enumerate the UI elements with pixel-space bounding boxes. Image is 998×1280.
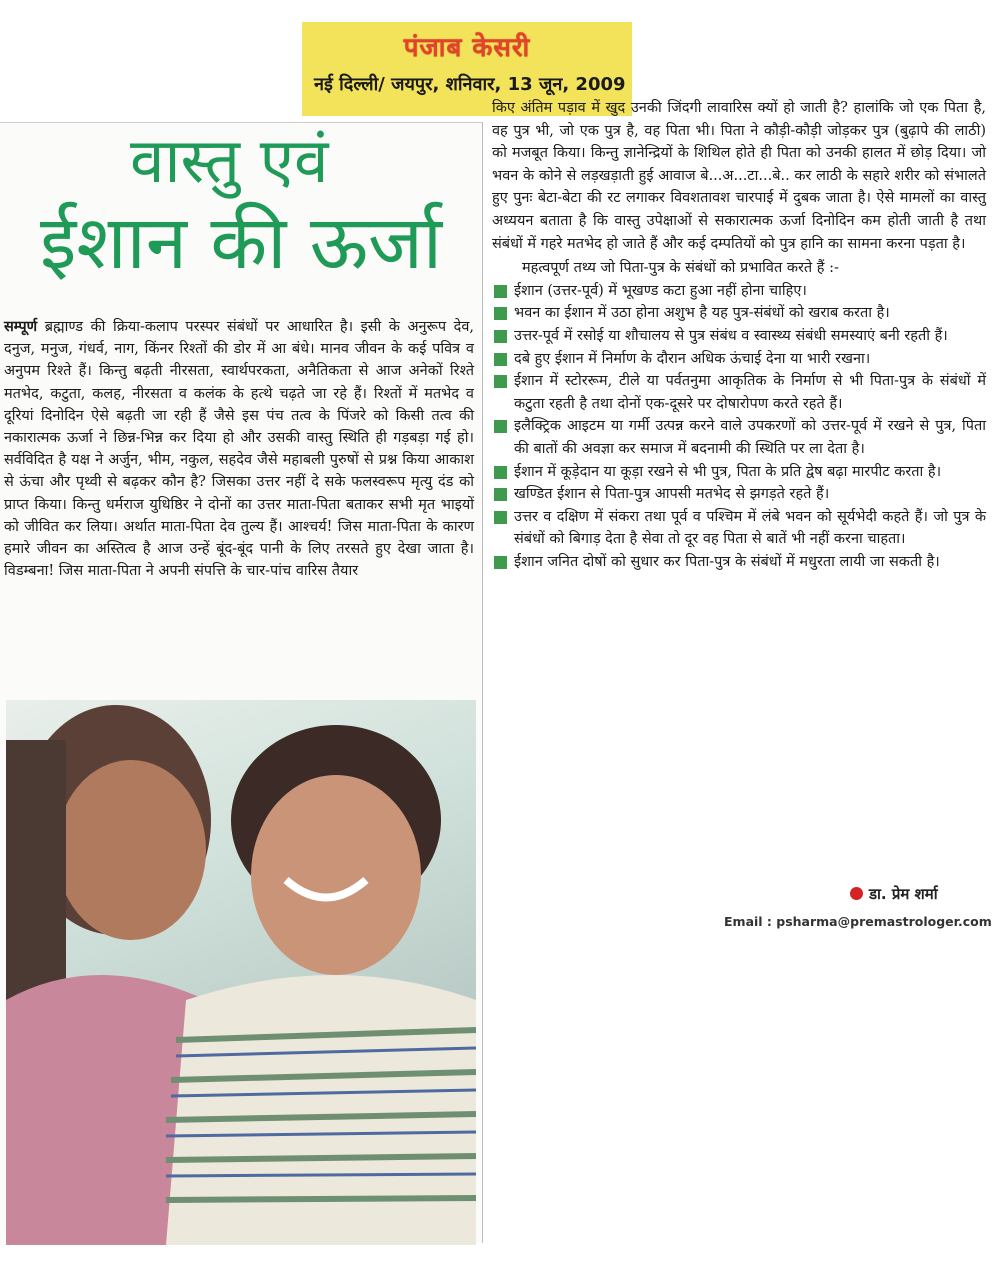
bullet-square-icon <box>494 488 507 501</box>
father-son-photo <box>6 700 476 1245</box>
list-item: ईशान में कूड़ेदान या कूड़ा रखने से भी पुत्र, पिता के प्रति द्वेष बढ़ा मारपीट करता है। <box>492 461 986 484</box>
author-name: डा. प्रेम शर्मा <box>869 885 938 903</box>
article-continued <box>492 97 986 573</box>
list-item: उत्तर व दक्षिण में संकरा तथा पूर्व व पश्चिम में लंबे भवन को सूर्यभेदी कहते हैं। जो पुत्र के संबंधों को बिगाड़ देता है सेवा तो दूर वह पिता से बातें भी नहीं करना चाहता। <box>492 506 986 551</box>
dateline: नई दिल्ली/ जयपुर, शनिवार, 13 जून, 2009 <box>314 74 626 95</box>
lead-first-word: सम्पूर्ण <box>4 318 38 335</box>
photo-illustration <box>6 700 476 1245</box>
list-item: खण्डित ईशान से पिता-पुत्र आपसी मतभेद से झगड़ते रहते हैं। <box>492 483 986 506</box>
bullet-square-icon <box>494 330 507 343</box>
vastu-points-list <box>492 280 986 574</box>
bullet-square-icon <box>494 307 507 320</box>
continued-paragraph: किए अंतिम पड़ाव में खुद उनकी जिंदगी लावारिस क्यों हो जाती है? हालांकि जो एक पिता है, वह पुत्र भी, जो एक पुत्र है, वह पिता भी। पिता ने कौड़ी-कौड़ी जोड़कर पुत्र (बुढ़ापे की लाठी) को मजबूत किया। किन्तु ज्ञानेन्द्रियों के शिथिल होते ही पिता को उनकी हालत में छोड़ दिया। जो भवन के कोने से लड़खड़ाती हुई आवाज बे...अ...टा...बे.. कर लाठी के सहारे शरीर को संभालते हुए पुनः बेटा-बेटा की रट लगाकर विवशतावश चारपाई में दुबक जाता है। ऐसे मामलों का वास्तु अध्ययन बताता है कि वास्तु उपेक्षाओं से सकारात्मक ऊर्जा दिनोदिन कम होती जाती है तथा संबंधों में गहरे मतभेद हो जाते हैं और कई दम्पतियों को पुत्र हानि का सामना करना पड़ता है। <box>492 100 986 252</box>
author-email: Email : psharma@premastrologer.com <box>724 914 992 929</box>
byline <box>850 884 938 904</box>
bullet-square-icon <box>494 353 507 366</box>
headline-line-1: वास्तु एवं <box>130 124 329 197</box>
list-item: ईशान (उत्तर-पूर्व) में भूखण्ड कटा हुआ नहीं होना चाहिए। <box>492 280 986 303</box>
list-item: उत्तर-पूर्व में रसोई या शौचालय से पुत्र संबंध व स्वास्थ्य संबंधी समस्याएं बनी रहती हैं। <box>492 325 986 348</box>
bullet-square-icon <box>494 511 507 524</box>
list-item: ईशान में स्टोररूम, टीले या पर्वतनुमा आकृतिक के निर्माण से भी पिता-पुत्र के संबंधों में कटुता रहती है तथा दोनों एक-दूसरे पर दोषारोपण करते रहते हैं। <box>492 370 986 415</box>
bullet-square-icon <box>494 556 507 569</box>
byline-dot-icon <box>850 887 863 900</box>
bullet-square-icon <box>494 285 507 298</box>
bullet-square-icon <box>494 466 507 479</box>
headline-line-2: ईशान की ऊर्जा <box>40 200 443 286</box>
list-item: इलैक्ट्रिक आइटम या गर्मी उत्पन्न करने वाले उपकरणों को उत्तर-पूर्व में रखने से पुत्र, पिता की बातों की अवज्ञा कर समाज में बदनामी की स्थिति पर ला देता है। <box>492 415 986 460</box>
points-intro: महत्वपूर्ण तथ्य जो पिता-पुत्र के संबंधों को प्रभावित करते हैं :- <box>522 260 839 277</box>
list-item: ईशान जनित दोषों को सुधार कर पिता-पुत्र के संबंधों में मधुरता लायी जा सकती है। <box>492 551 986 574</box>
newspaper-name: पंजाब केसरी <box>403 33 531 63</box>
bullet-square-icon <box>494 375 507 388</box>
lead-paragraph: ब्रह्माण्ड की क्रिया-कलाप परस्पर संबंधों पर आधारित है। इसी के अनुरूप देव, दनुज, मनुज, गंधर्व, नाग, किंनर रिश्तों की डोर में आ बंधे। मानव जीवन के कई पवित्र व अनुपम रिश्ते हैं। किन्तु बढ़ती नीरसता, स्वार्थपरकता, अनैतिकता से आज अनेकों रिश्ते मतभेद, कटुता, कलह, नीरसता व कलंक के हत्थे चढ़ते जा रहे हैं। रिश्तों में मतभेद व दूरियां दिनोदिन ऐसे बढ़ती जा रही हैं जैसे इस पंच तत्व के पिंजरे को किसी तत्व की नकारात्मक ऊर्जा ने छिन्न-भिन्न कर दिया हो और उसकी वास्तु स्थिति ही गड़बड़ा गई हो। सर्वविदित है यक्ष ने अर्जुन, भीम, नकुल, सहदेव जैसे महाबली पुरुषों से प्रश्न किया आकाश से ऊंचा और पृथ्वी से बढ़कर कौन है? जिसका उत्तर नहीं दे सके फलस्वरूप मृत्यु दंड को प्राप्त किया। किन्तु धर्मराज युधिष्ठिर ने दोनों का उत्तर माता-पिता बताकर सभी मृत भाइयों को जीवित कर लिया। अर्थात माता-पिता देव तुल्य हैं। आश्चर्य! जिस माता-पिता के कारण हमारे जीवन का अस्तित्व है आज उन्हें बूंद-बूंद पानी के लिए तरसते हुए देखा जाता है। विडम्बना! जिस माता-पिता ने अपनी संपत्ति के चार-पांच वारिस तैयार <box>4 319 475 580</box>
list-item: भवन का ईशान में उठा होना अशुभ है यह पुत्र-संबंधों को खराब करता है। <box>492 302 986 325</box>
bullet-square-icon <box>494 420 507 433</box>
list-item: दबे हुए ईशान में निर्माण के दौरान अधिक ऊंचाई देना या भारी रखना। <box>492 348 986 371</box>
article-lead-text <box>4 316 474 582</box>
